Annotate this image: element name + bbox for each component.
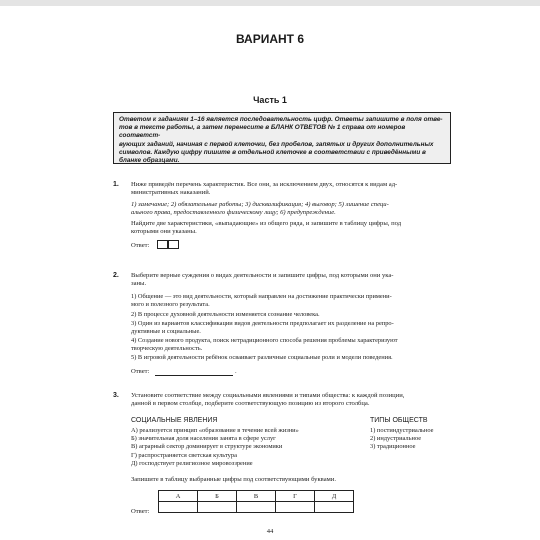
q1-answer-cell[interactable] bbox=[168, 240, 179, 249]
q2-option bbox=[131, 320, 461, 336]
q1-answer-cell[interactable] bbox=[157, 240, 168, 249]
q3-left-item: Б) значительная доля населения занята в сфере услуг bbox=[131, 435, 276, 443]
q2-text-line: Выберите верные суждения о видах деятельности и запишите цифры, под которыми они ука- bbox=[131, 272, 394, 279]
q2-text bbox=[131, 272, 461, 289]
q2-answer-label: Ответ: bbox=[131, 368, 150, 375]
q2-answer-end: . bbox=[235, 368, 237, 375]
q3-left-header: СОЦИАЛЬНЫЕ ЯВЛЕНИЯ bbox=[131, 417, 218, 424]
instructions-line: тов в тексте работы, а затем перенесите в БЛАНК ОТВЕТОВ № 1 справа от номеров соответст- bbox=[119, 124, 406, 140]
q3-right-item: 1) постиндустриальное bbox=[370, 427, 434, 434]
q2-option bbox=[131, 311, 461, 319]
q3-table-prompt: Запишите в таблицу выбранные цифры под соответствующими буквами. bbox=[131, 476, 336, 483]
q1-items-line: ального права, предоставленного физическому лицу; 6) предупреждение. bbox=[131, 209, 336, 217]
q2-option bbox=[131, 337, 461, 353]
q1-task-line: Найдите две характеристики, «выпадающие» из общего ряда, и запишите в таблицу цифры, под bbox=[131, 220, 402, 227]
q2-option-line: 4) Создание нового продукта, поиск нетрадиционного способа решения проблемы характеризуют bbox=[131, 337, 398, 344]
instructions-line: символов. Каждую цифру пишите в отдельной клеточке в соответствии с приведёнными в bbox=[119, 148, 426, 156]
q3-right-item: 2) индустриальное bbox=[370, 435, 422, 443]
q3-right-item: 3) традиционное bbox=[370, 443, 416, 451]
q3-right-header: ТИПЫ ОБЩЕСТВ bbox=[370, 417, 428, 424]
q1-items-line: 1) замечание; 2) обязательные работы; 3) дисквалификация; 4) выговор; 5) лишение специ- bbox=[131, 201, 389, 208]
q3-answer-cell[interactable] bbox=[276, 502, 315, 513]
q1-text-line: министративных наказаний. bbox=[131, 189, 211, 197]
q3-answer-cell[interactable] bbox=[159, 502, 198, 513]
q3-letter-cell: А bbox=[159, 491, 198, 502]
instructions-line: Ответом к заданиям 1–16 является последовательность цифр. Ответы запишите в поля отве- bbox=[119, 116, 443, 123]
q3-answer-cell[interactable] bbox=[237, 502, 276, 513]
q3-left-list bbox=[131, 427, 361, 468]
variant-title: ВАРИАНТ 6 bbox=[235, 32, 305, 46]
q3-left-item: Д) господствует религиозное мировоззрение bbox=[131, 459, 253, 467]
q3-answer-cell[interactable] bbox=[198, 502, 237, 513]
q2-number: 2. bbox=[113, 272, 119, 279]
q2-answer-line[interactable] bbox=[155, 375, 233, 376]
q1-task-line: которыми они указаны. bbox=[131, 228, 197, 236]
instructions-line: бланке образцами. bbox=[119, 157, 180, 165]
q3-left-item: В) аграрный сектор доминирует в структуре экономики bbox=[131, 443, 283, 451]
q3-letter-cell: Г bbox=[276, 491, 315, 502]
q3-left-item: Г) распространяется светская культура bbox=[131, 451, 237, 459]
q3-answer-table bbox=[158, 490, 354, 513]
q3-answer-label: Ответ: bbox=[131, 508, 150, 515]
q1-text-line: Ниже приведён перечень характеристик. Все они, за исключением двух, относятся к видам ад- bbox=[131, 181, 398, 188]
instructions-line: вующих заданий, начиная с первой клеточки, без пробелов, запятых и других дополнительных bbox=[119, 140, 434, 148]
q2-option-line: 5) В игровой деятельности ребёнок осваивает различные социальные роли и модели поведения. bbox=[131, 354, 393, 361]
q1-items bbox=[131, 201, 461, 218]
part-title: Часть 1 bbox=[253, 95, 287, 105]
instructions-box bbox=[113, 112, 451, 164]
q2-option-line: 3) Один из вариантов классификации видов деятельности предполагает их разделение на репро- bbox=[131, 320, 394, 327]
q3-letter-cell: Д bbox=[315, 491, 354, 502]
q3-text-line: Установите соответствие между социальными явлениями и типами общества: к каждой позиции, bbox=[131, 392, 405, 399]
q2-option-line: мого и полезного результата. bbox=[131, 301, 210, 309]
q3-answer-cell[interactable] bbox=[315, 502, 354, 513]
q2-option bbox=[131, 293, 461, 309]
q2-option-line: дуктивные и социальные. bbox=[131, 328, 201, 336]
q1-number: 1. bbox=[113, 181, 119, 188]
q3-letter-cell: В bbox=[237, 491, 276, 502]
q1-answer-label: Ответ: bbox=[131, 242, 150, 249]
q2-option-line: 1) Общение — это вид деятельности, который направлен на достижение практически примени- bbox=[131, 293, 392, 300]
q3-right-list bbox=[370, 427, 470, 452]
q1-task bbox=[131, 220, 461, 237]
q2-option-line: 2) В процессе духовной деятельности изменяется сознание человека. bbox=[131, 311, 320, 318]
top-divider bbox=[0, 0, 540, 6]
page-number: 44 bbox=[266, 528, 274, 535]
q3-text bbox=[131, 392, 461, 409]
q2-option bbox=[131, 354, 461, 362]
q3-letter-cell: Б bbox=[198, 491, 237, 502]
q3-answer-row bbox=[159, 502, 354, 513]
q3-left-item: А) реализуется принцип «образование в течение всей жизни» bbox=[131, 427, 299, 434]
q2-text-line: заны. bbox=[131, 280, 147, 288]
q3-number: 3. bbox=[113, 392, 119, 399]
q3-text-line: данной в первом столбце, подберите соответствующую позицию из второго столбца. bbox=[131, 400, 370, 408]
q1-text bbox=[131, 181, 461, 198]
q3-letter-row bbox=[159, 491, 354, 502]
q2-option-line: творческую деятельность. bbox=[131, 345, 203, 353]
